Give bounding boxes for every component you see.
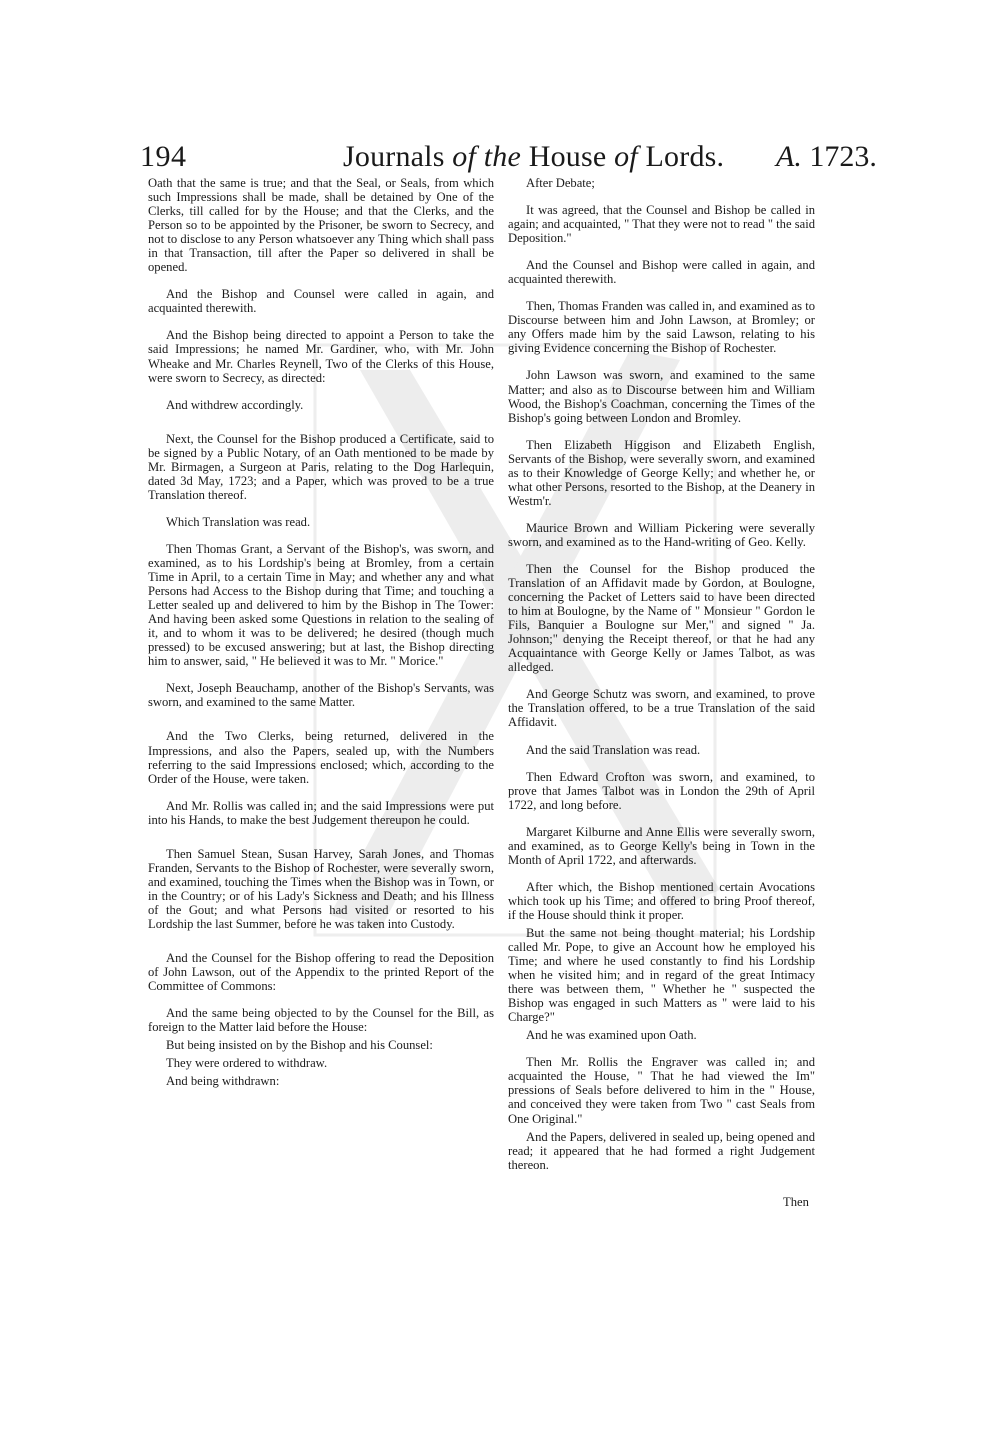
- right-paragraph: And the Counsel and Bishop were called in again, and acquainted therewith.: [508, 258, 815, 287]
- left-paragraph: And the Counsel for the Bishop offering to read the Deposition of John Lawson, out of the Appendix to the printed Report of the Committee of Commons:: [148, 951, 494, 994]
- title-word-of: of: [452, 140, 477, 173]
- catchword: Then: [783, 1195, 809, 1209]
- right-paragraph: Margaret Kilburne and Anne Ellis were severally sworn, and examined, as to George Kelly's being in Town in the Month of April 1722, and afterwards.: [508, 824, 815, 867]
- page-number: 194: [140, 140, 187, 173]
- title-word-the: the: [483, 140, 522, 173]
- right-paragraph: John Lawson was sworn, and examined to the same Matter; and also as to Discourse between him and William Wood, the Bishop's Coachman, concerning the Times of the Bishop's going between London and Bromley.: [508, 368, 815, 425]
- year-value: 1723.: [809, 140, 877, 173]
- title-word-lords: Lords.: [645, 140, 725, 173]
- running-header: [0, 138, 992, 178]
- right-paragraph: Then, Thomas Franden was called in, and examined as to Discourse between him and John Lawson, at Bromley; or any Offers made him by the said Lawson, relating to his giving Evidence concerning the Bishop of Rochester.: [508, 299, 815, 356]
- left-paragraph: And withdrew accordingly.: [166, 397, 304, 412]
- right-paragraph: And George Schutz was sworn, and examined, to prove the Translation offered, to be a true Translation of the said Affidavit.: [508, 687, 815, 730]
- left-paragraph: And the same being objected to by the Counsel for the Bill, as foreign to the Matter laid before the House:: [148, 1006, 494, 1035]
- left-paragraph: But being insisted on by the Bishop and his Counsel:: [166, 1038, 433, 1053]
- left-paragraph: And the Bishop being directed to appoint a Person to take the said Impressions; he named Mr. Gardiner, who, with Mr. John Wheake and Mr. Charles Reynell, Two of the Clerks of this House, were sworn to Secrecy, as directed:: [148, 328, 494, 385]
- right-paragraph: And the Papers, delivered in sealed up, being opened and read; it appeared that he had formed a right Judgement thereon.: [508, 1129, 815, 1172]
- right-paragraph: Then Elizabeth Higgison and Elizabeth English, Servants of the Bishop, were severally sworn, and examined as to their Knowledge of George Kelly; and whether he, or what other Persons, resorted to the Bishop, at the Deanery in Westm'r.: [508, 437, 815, 508]
- year-heading: [776, 140, 877, 174]
- left-paragraph: Which Translation was read.: [166, 514, 311, 529]
- left-column: [148, 176, 494, 1092]
- right-paragraph: After which, the Bishop mentioned certain Avocations which took up his Time; and offered to bring Proof thereof, if the House should think it proper.: [508, 879, 815, 922]
- year-prefix: A.: [776, 140, 802, 173]
- right-paragraph: But the same not being thought material; his Lordship called Mr. Pope, to give an Account how he employed his Time; and where he used constantly to find his Lordship when he visited him; and in regard of the great Intimacy there was between them, " Whether he " suspected the Bishop was engaged in such Matters as " were laid to his Charge?": [508, 925, 815, 1025]
- running-title: [343, 140, 724, 174]
- left-paragraph: They were ordered to withdraw.: [166, 1056, 328, 1071]
- left-paragraph: Then Thomas Grant, a Servant of the Bishop's, was sworn, and examined, as to his Lordship's being at Bromley, from a certain Time in April, to a certain Time in May; and whether any and what Persons had Access to the Bishop during that Time; and touching a Letter sealed up and delivered to him by the Bishop in The Tower: And having been asked some Questions in relation to the sealing of it, and to whom it was to be delivered; he desired (though much pressed) to be excused answering; but at last, the Bishop directing him to answer, said, " He believed it was to Mr. " Morice.": [148, 541, 494, 669]
- title-word-journals: Journals: [343, 140, 445, 173]
- left-paragraph: Next, the Counsel for the Bishop produced a Certificate, said to be signed by a Public Notary, of an Oath mentioned to be made by Mr. Birmagen, a Surgeon at Paris, relating to the Dog Harlequin, dated 3d May, 1723; and a Paper, which was proved to be a true Translation thereof.: [148, 431, 494, 502]
- left-paragraph: And the Bishop and Counsel were called in again, and acquainted therewith.: [148, 287, 494, 316]
- right-paragraph: After Debate;: [526, 176, 595, 190]
- left-paragraph: Oath that the same is true; and that the Seal, or Seals, from which such Impressions shall be made, shall be detained by One of the Clerks, till called for by the House; and that the Clerks, and the Person so to be appointed by the Prisoner, be sworn to Secrecy, and not to disclose to any Person whatsoever any Thing which shall pass in that Transaction, till after the Paper so delivered in shall be opened.: [148, 176, 494, 275]
- title-word-house: House: [528, 140, 607, 173]
- left-paragraph: And the Two Clerks, being returned, delivered in the Impressions, and also the Papers, sealed up, with the Numbers referring to the said Impressions enclosed; which, according to the Order of the House, were taken.: [148, 729, 494, 786]
- left-paragraph: Then Samuel Stean, Susan Harvey, Sarah Jones, and Thomas Franden, Servants to the Bishop of Rochester, were severally sworn, and examined, touching the Times when the Bishop was in Town, or in the Country; or of his Lady's Sickness and Death; and his Illness of the Gout; and what Persons had visited or resorted to his Lordship the last Summer, before he was taken into Custody.: [148, 846, 494, 931]
- right-paragraph: And he was examined upon Oath.: [526, 1028, 697, 1043]
- title-word-of-2: of: [614, 140, 638, 173]
- right-paragraph: Then Edward Crofton was sworn, and examined, to prove that James Talbot was in London the 29th of April 1722, and long before.: [508, 769, 815, 812]
- right-paragraph: And the said Translation was read.: [526, 742, 701, 757]
- right-paragraph: Then the Counsel for the Bishop produced the Translation of an Affidavit made by Gordon, at Boulogne, concerning the Packet of Letters said to have been directed to him at Boulogne, by the Name of " Monsieur " Gordon le Fils, Banquier a Boulogne sur Mer," and signed " Ja. Johnson;" denying the Receipt thereof, or that he had any Acquaintance with George Kelly or James Talbot, as was alledged.: [508, 561, 815, 675]
- right-paragraph: Then Mr. Rollis the Engraver was called in; and acquainted the House, " That he had viewed the Im" pressions of Seals before delivered to him in the " House, and conceived they were taken from Two " cast Seals from One Original.": [508, 1055, 815, 1126]
- right-paragraph: It was agreed, that the Counsel and Bishop be called in again; and acquainted, " That they were not to read " the said Deposition.": [508, 203, 815, 246]
- right-paragraph: Maurice Brown and William Pickering were severally sworn, and examined as to the Hand-writing of Geo. Kelly.: [508, 520, 815, 549]
- left-paragraph: And Mr. Rollis was called in; and the said Impressions were put into his Hands, to make the best Judgement thereupon he could.: [148, 798, 494, 827]
- right-column: [508, 176, 815, 1176]
- left-paragraph: Next, Joseph Beauchamp, another of the Bishop's Servants, was sworn, and examined to the same Matter.: [148, 681, 494, 710]
- left-paragraph: And being withdrawn:: [166, 1074, 280, 1089]
